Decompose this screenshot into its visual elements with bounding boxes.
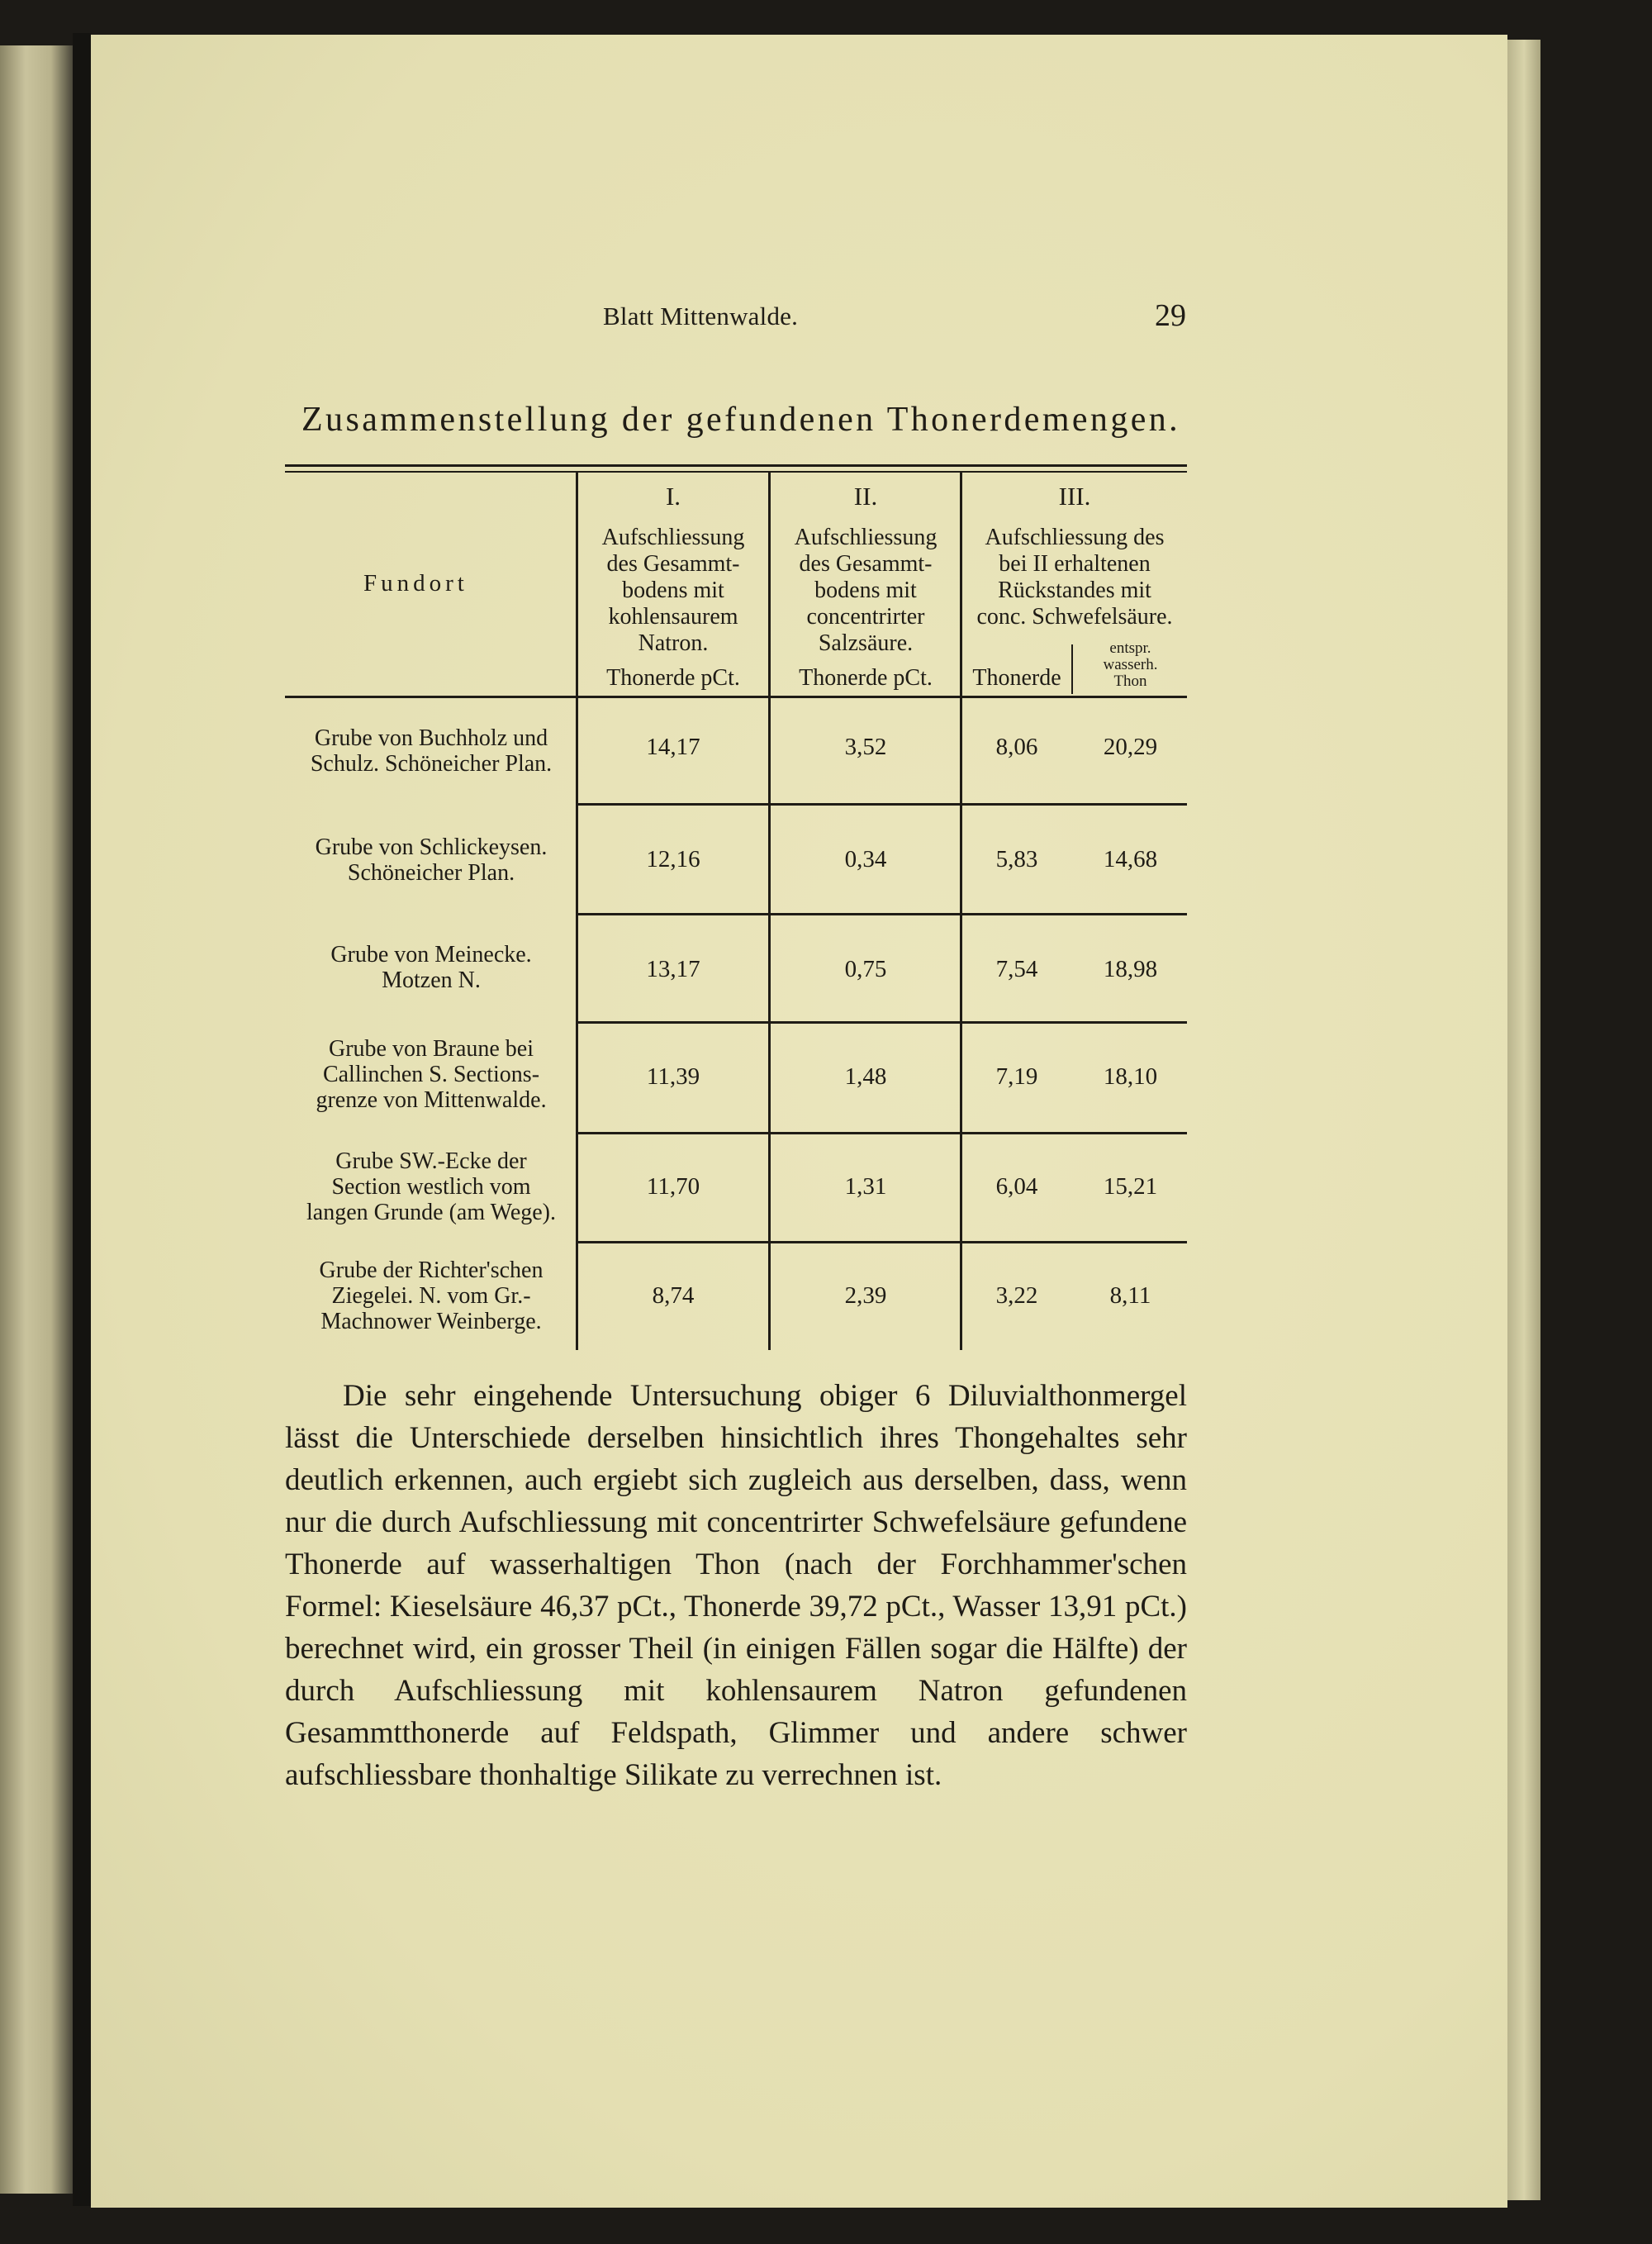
row2-v4: 14,68 <box>1103 846 1158 872</box>
row4-v2: 1,48 <box>844 1063 887 1090</box>
table-top-rule <box>285 464 1187 467</box>
row5-fundort-line3: langen Grunde (am Wege). <box>306 1200 556 1225</box>
row1-v3: 8,06 <box>995 734 1038 760</box>
row4-v4: 18,10 <box>1103 1063 1158 1090</box>
col2-desc-5: Salzsäure. <box>818 630 914 656</box>
col2-desc-1: Aufschliessung <box>794 525 938 550</box>
row6-v2: 2,39 <box>844 1282 887 1309</box>
row-rule <box>578 1241 1187 1243</box>
col3-desc-3: Rückstandes mit <box>998 578 1151 603</box>
col2-unit: Thonerde pCt. <box>799 665 933 691</box>
row-rule <box>578 1132 1187 1134</box>
row5-v4: 15,21 <box>1103 1173 1158 1200</box>
row5-fundort-line1: Grube SW.-Ecke der <box>335 1148 527 1174</box>
row2-v2: 0,34 <box>844 846 887 872</box>
row3-fundort-line1: Grube von Meinecke. <box>330 942 532 967</box>
row3-v1: 13,17 <box>646 956 700 982</box>
col2-desc-4: concentrirter <box>806 604 925 630</box>
col3-unit-a: Thonerde <box>972 665 1061 691</box>
col3-unit-b-3: Thon <box>1113 673 1147 690</box>
row-rule <box>578 803 1187 806</box>
row6-v4: 8,11 <box>1109 1282 1151 1309</box>
row1-fundort-line1: Grube von Buchholz und <box>314 725 548 751</box>
row6-v1: 8,74 <box>652 1282 695 1309</box>
row2-fundort-line2: Schöneicher Plan. <box>347 860 515 886</box>
col3-desc-2: bei II erhaltenen <box>999 551 1151 577</box>
row3-v2: 0,75 <box>844 956 887 982</box>
row5-v1: 11,70 <box>646 1173 700 1200</box>
book-gutter <box>73 33 91 2206</box>
row2-v1: 12,16 <box>646 846 700 872</box>
col1-unit: Thonerde pCt. <box>606 665 740 691</box>
row4-v1: 11,39 <box>646 1063 700 1090</box>
row4-fundort-line3: grenze von Mittenwalde. <box>316 1087 547 1113</box>
row1-v2: 3,52 <box>844 734 887 760</box>
row2-fundort-line1: Grube von Schlickeysen. <box>315 834 548 860</box>
col2-roman: II. <box>853 482 878 511</box>
fundort-header: Fundort <box>363 570 468 597</box>
row1-v4: 20,29 <box>1103 734 1158 760</box>
row-rule <box>578 913 1187 915</box>
header-rule <box>285 696 1187 698</box>
row5-v3: 6,04 <box>995 1173 1038 1200</box>
row2-v3: 5,83 <box>995 846 1038 872</box>
body-paragraph: Die sehr eingehende Untersuchung obiger 6 Diluvialthonmergel lässt die Unterschiede derselben hinsichtlich ihres Thongehaltes sehr deutlich erkennen, auch ergiebt sich zugleich aus derselben, dass, wenn nur die durch Aufschliessung mit concentrirter Schwefelsäure gefundene Thonerde auf wasserhaltigen Thon (nach der Forchhammer'schen Formel: Kieselsäure 46,37 pCt., Thonerde 39,72 pCt., Wasser 13,91 pCt.) berechnet wird, ein grosser Theil (in einigen Fällen sogar die Hälfte) der durch Aufschliessung mit kohlensaurem Natron gefundenen Gesammtthonerde auf Feldspath, Glimmer und andere schwer aufschliessbare thonhaltige Silikate zu verrechnen ist. <box>285 1379 1187 1792</box>
row3-v4: 18,98 <box>1103 956 1158 982</box>
row5-fundort-line2: Section westlich vom <box>331 1174 531 1200</box>
row6-fundort-line2: Ziegelei. N. vom Gr.- <box>331 1283 531 1309</box>
table-top-rule-2 <box>285 471 1187 473</box>
book-page <box>91 35 1507 2208</box>
col1-desc-4: kohlensaurem <box>608 604 738 630</box>
page-number: 29 <box>1155 298 1186 333</box>
row-rule <box>578 1021 1187 1024</box>
row4-v3: 7,19 <box>995 1063 1038 1090</box>
col1-desc-3: bodens mit <box>622 578 724 603</box>
row6-v3: 3,22 <box>995 1282 1038 1309</box>
running-header: Blatt Mittenwalde. <box>603 302 799 330</box>
row1-v1: 14,17 <box>646 734 700 760</box>
subcol-separator <box>1071 644 1073 694</box>
adjacent-page-edge <box>0 45 73 2194</box>
col3-roman: III. <box>1058 482 1091 511</box>
row3-v3: 7,54 <box>995 956 1038 982</box>
row6-fundort-line3: Machnower Weinberge. <box>320 1309 542 1334</box>
row1-fundort-line2: Schulz. Schöneicher Plan. <box>310 751 553 777</box>
table-title: Zusammenstellung der gefundenen Thonerdemengen. <box>301 401 1181 439</box>
row3-fundort-line2: Motzen N. <box>382 967 481 993</box>
row6-fundort-line1: Grube der Richter'schen <box>319 1257 544 1283</box>
row4-fundort-line1: Grube von Braune bei <box>328 1036 534 1062</box>
row4-fundort-line2: Callinchen S. Sections- <box>322 1062 540 1087</box>
page-edge <box>1507 40 1540 2200</box>
col1-roman: I. <box>665 482 681 511</box>
col3-desc-1: Aufschliessung des <box>985 525 1165 550</box>
col3-desc-4: conc. Schwefelsäure. <box>976 604 1173 630</box>
col1-desc-2: des Gesammt- <box>606 551 740 577</box>
col1-desc-1: Aufschliessung <box>601 525 745 550</box>
row5-v2: 1,31 <box>844 1173 887 1200</box>
col2-desc-2: des Gesammt- <box>799 551 933 577</box>
col3-unit-b-2: wasserh. <box>1103 656 1158 673</box>
col2-desc-3: bodens mit <box>814 578 917 603</box>
col1-desc-5: Natron. <box>638 630 709 656</box>
col3-unit-b-1: entspr. <box>1109 639 1151 657</box>
